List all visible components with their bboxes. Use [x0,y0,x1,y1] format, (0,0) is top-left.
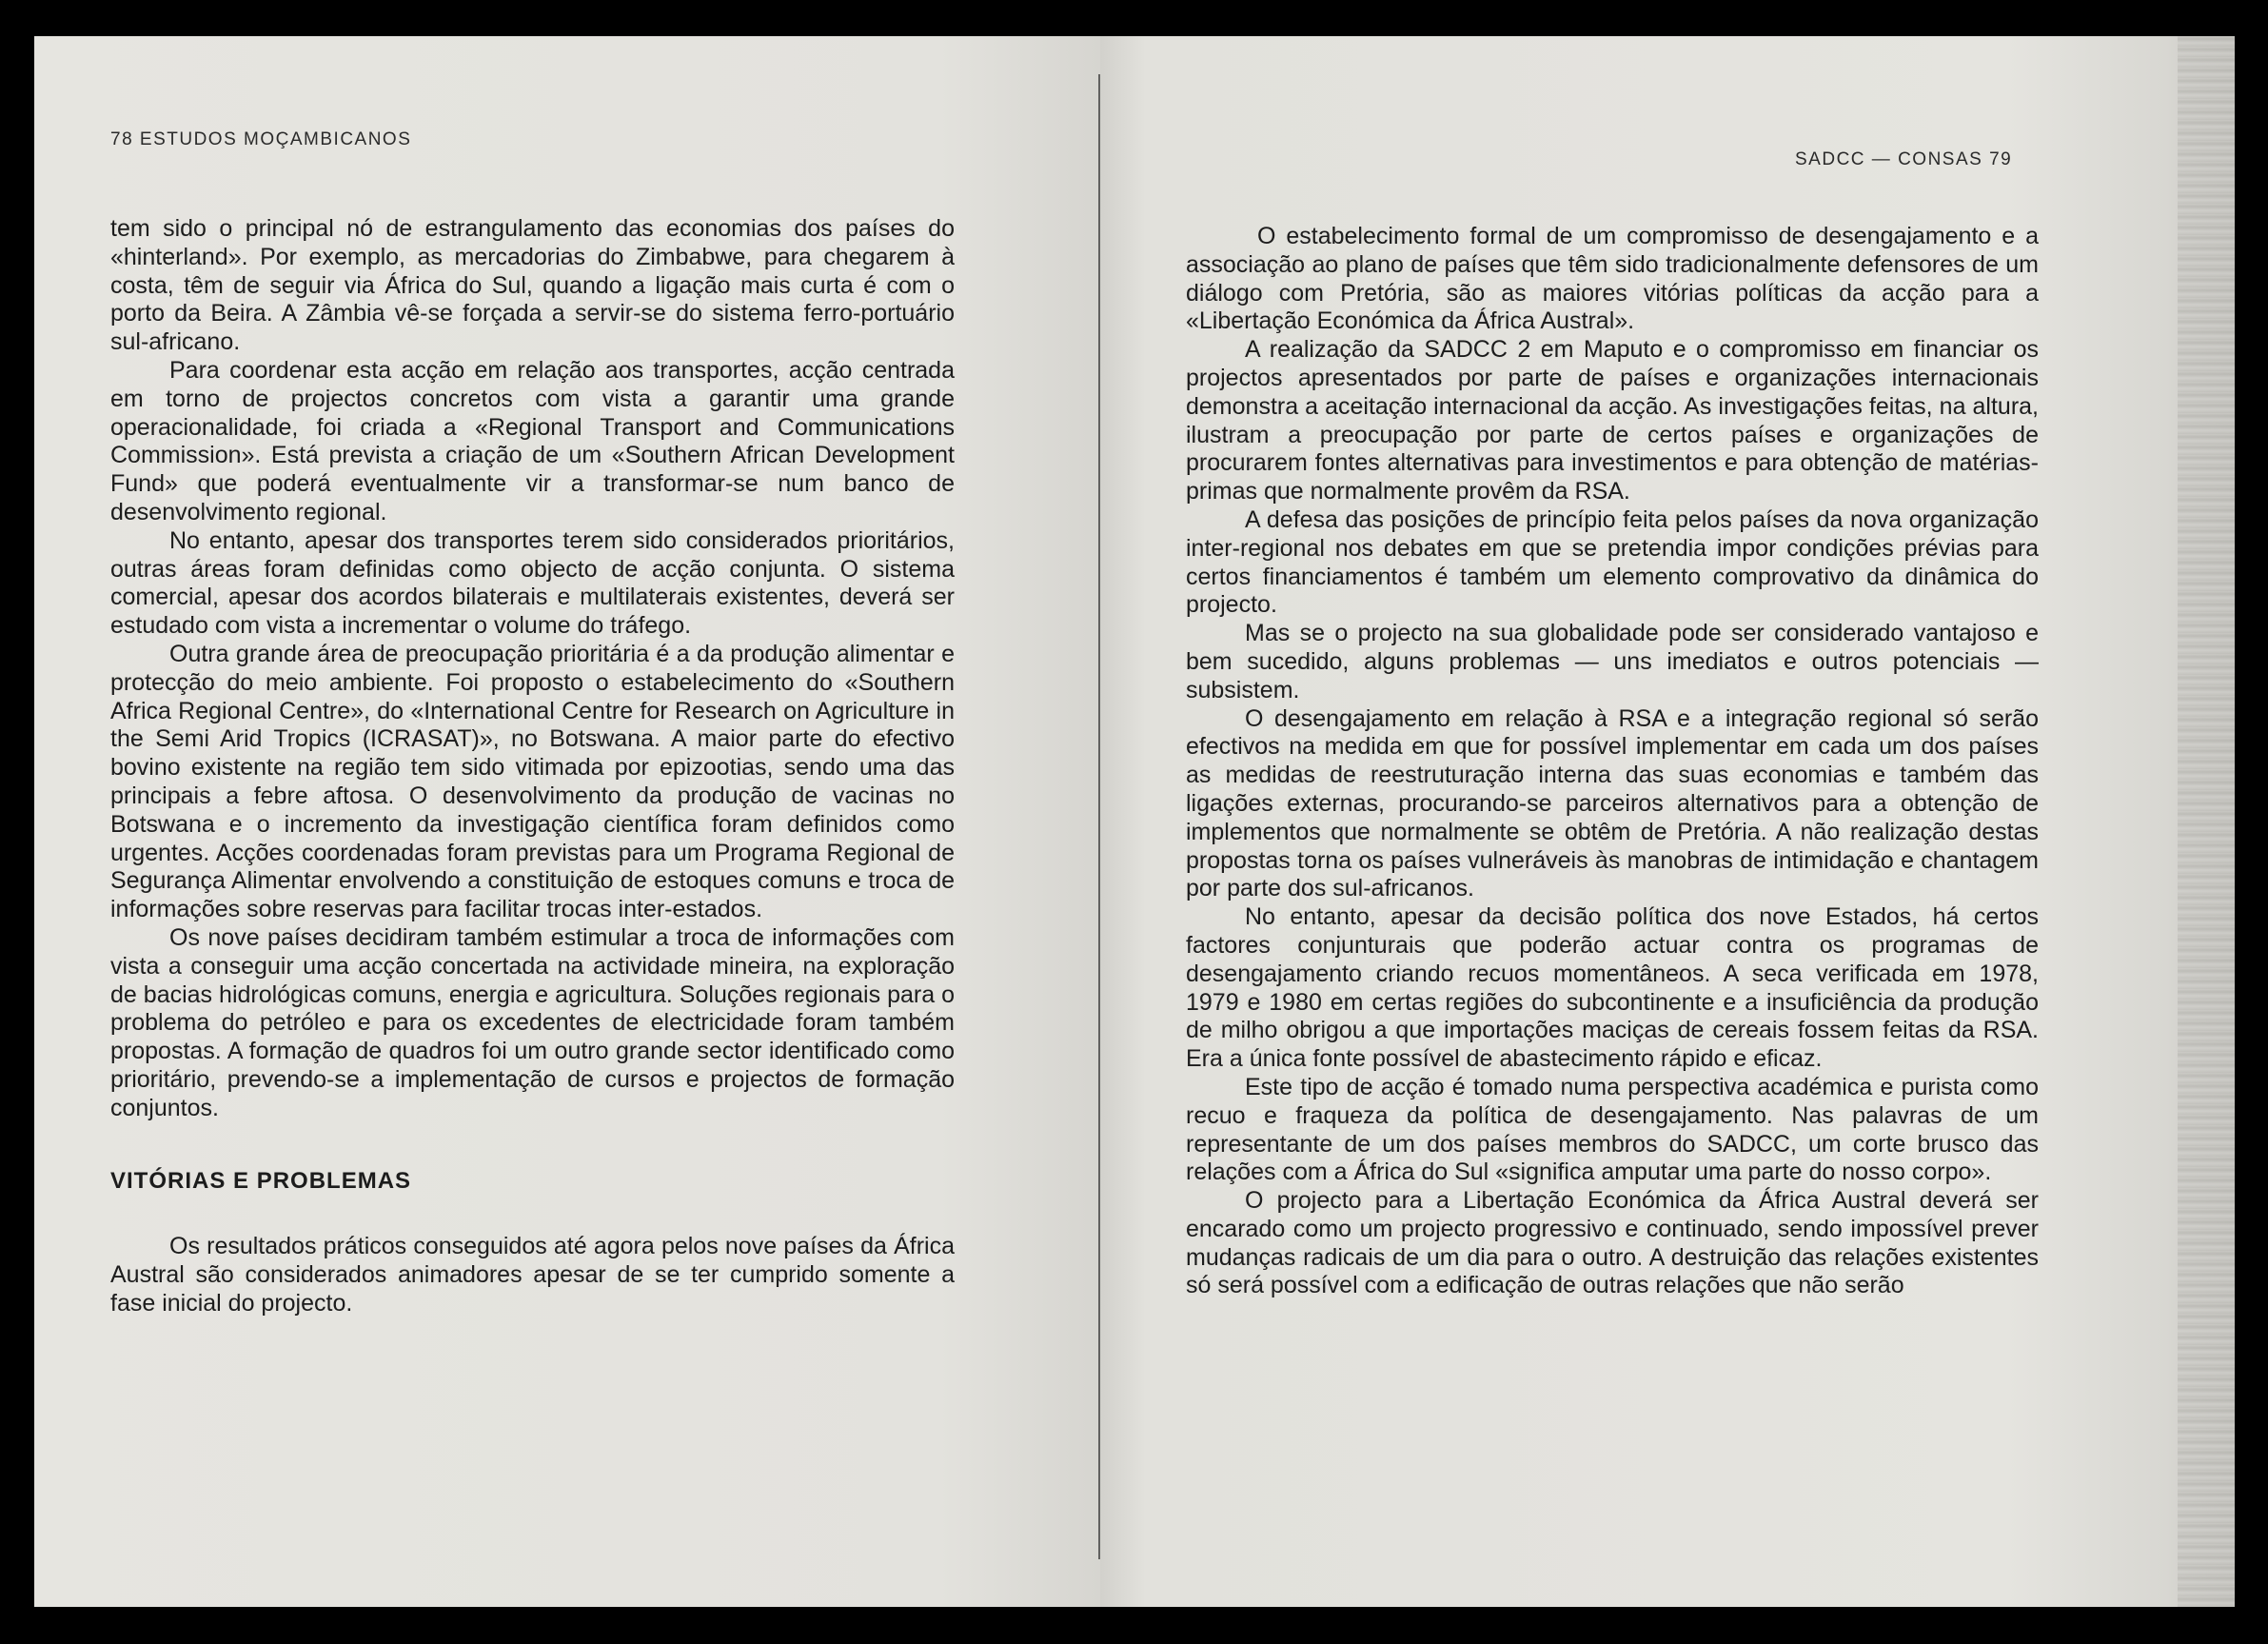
left-text-column [110,215,955,1318]
left-page [34,36,1100,1607]
paragraph: O projecto para a Libertação Económica da África Austral deverá ser encarado como um projecto progressivo e continuado, sendo impossível prever mudanças radicais de um dia para o outro. A destruição das relações existentes só será possível com a edificação de outras relações que não serão [1186,1187,2039,1299]
book-spread [34,36,2235,1607]
section-title: VITÓRIAS E PROBLEMAS [110,1167,412,1194]
paragraph: Para coordenar esta acção em relação aos transportes, acção centrada em torno de projectos concretos com vista a garantir uma grande operacionalidade, foi criada a «Regional Transport and Communications Commission». Está prevista a criação de um «Southern African Development Fund» que poderá eventualmente vir a transformar-se num banco de desenvolvimento regional. [110,356,955,525]
paragraph: Os nove países decidiram também estimular a troca de informações com vista a conseguir uma acção concertada na actividade mineira, na exploração de bacias hidrológicas comuns, energia e agricultura. Soluções regionais para o problema do petróleo e para os excedentes de electricidade foram também propostas. A formação de quadros foi um outro grande sector identificado como prioritário, prevendo-se a implementação de cursos e projectos de formação conjuntos. [110,923,955,1121]
running-head-right: SADCC — CONSAS 79 [1795,149,2013,169]
paragraph: No entanto, apesar da decisão política dos nove Estados, há certos factores conjunturais que poderão actuar contra os programas de desengajamento criando recuos momentâneos. A seca verificada em 1978, 1979 e 1980 em certas regiões do subcontinente e a insuficiência da produção de milho obrigou a que importações maciças de cereais fossem feitas da RSA. Era a única fonte possível de abastecimento rápido e eficaz. [1186,903,2039,1073]
paragraph: Os resultados práticos conseguidos até agora pelos nove países da África Austral são considerados animadores apesar de se ter cumprido somente a fase inicial do projecto. [110,1233,955,1317]
paragraph: No entanto, apesar dos transportes terem sido considerados prioritários, outras áreas foram definidas como objecto de acção conjunta. O sistema comercial, apesar dos acordos bilaterais e multilaterais existentes, deverá ser estudado com vista a incrementar o volume do tráfego. [110,526,955,640]
running-head-left: 78 ESTUDOS MOÇAMBICANOS [110,129,412,149]
paragraph: O estabelecimento formal de um compromisso de desengajamento e a associação ao plano de países que têm sido tradicionalmente defensores de um diálogo com Pretória, são as maiores vitórias políticas da acção para a «Libertação Económica da África Austral». [1186,223,2039,335]
paragraph: Outra grande área de preocupação prioritária é a da produção alimentar e protecção do meio ambiente. Foi proposto o estabelecimento do «Southern Africa Regional Centre», do «International Centre for Research on Agriculture in the Semi Arid Tropics (ICRASAT)», no Botswana. A maior parte do efectivo bovino existente na região tem sido vitimada por epizootias, sendo uma das principais a febre aftosa. O desenvolvimento da produção de vacinas no Botswana e o incremento da investigação científica foram definidos como urgentes. Acções coordenadas foram previstas para um Programa Regional de Segurança Alimentar envolvendo a constituição de estoques comuns e troca de informações sobre reservas para facilitar trocas inter-estados. [110,640,955,923]
paragraph: O desengajamento em relação à RSA e a integração regional só serão efectivos na medida em que for possível implementar em cada um dos países as medidas de reestruturação interna das suas economias e também das ligações externas, procurando-se parceiros alternativos para a obtenção de implementos que normalmente se obtêm de Pretória. A não realização destas propostas torna os países vulneráveis às manobras de intimidação e chantagem por parte dos sul-africanos. [1186,704,2039,902]
page-edge-shading [2178,36,2235,1607]
paragraph: tem sido o principal nó de estrangulamento das economias dos países do «hinterland». Por exemplo, as mercadorias do Zimbabwe, para chegarem à costa, têm de seguir via África do Sul, quando a ligação mais curta é com o porto da Beira. A Zâmbia vê-se forçada a servir-se do sistema ferro-portuário sul-africano. [110,215,955,356]
paragraph: Mas se o projecto na sua globalidade pode ser considerado vantajoso e bem sucedido, alguns problemas — uns imediatos e outros potenciais — subsistem. [1186,620,2039,703]
paragraph: A realização da SADCC 2 em Maputo e o compromisso em financiar os projectos apresentados por parte de países e organizações internacionais demonstra a aceitação internacional da acção. As investigações feitas, na altura, ilustram a preocupação por parte de certos países e organizações de procurarem fontes alternativas para investimentos e para obtenção de matérias-primas que normalmente provêm da RSA. [1186,336,2039,505]
paragraph: Este tipo de acção é tomado numa perspectiva académica e purista como recuo e fraqueza da política de desengajamento. Nas palavras de um representante de um dos países membros do SADCC, um corte brusco das relações com a África do Sul «significa amputar uma parte do nosso corpo». [1186,1073,2039,1186]
right-text-column [1186,223,2039,1300]
gutter-line [1098,74,1100,1559]
paragraph: A defesa das posições de princípio feita pelos países da nova organização inter-regional nos debates em que se pretendia impor condições prévias para certos financiamentos é também um elemento comprovativo da dinâmica do projecto. [1186,505,2039,619]
